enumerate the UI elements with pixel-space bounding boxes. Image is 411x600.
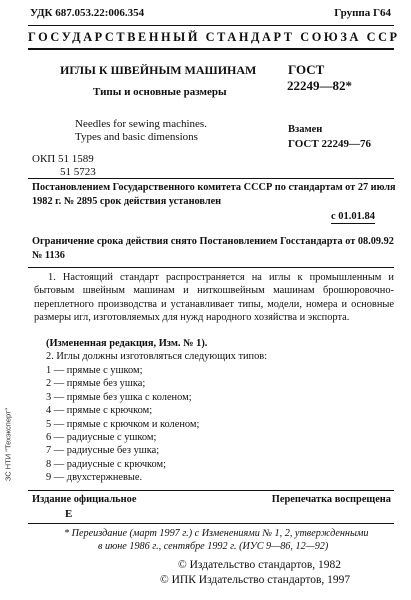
- footer-rule: [28, 490, 394, 491]
- paragraph-1: 1. Настоящий стандарт распространяется на иглы к промышленным и бытовым швейным машинам и ниткошвейным машинам брошюровочно-переплетного производства и устанавливает типы, модели, номера и основные размеры игл, изготовляемых для нужд народного хозяйства и экспорта.: [34, 272, 394, 324]
- title-main: ИГЛЫ К ШВЕЙНЫМ МАШИНАМ: [60, 63, 257, 77]
- list-item: 6 — радиусные с ушком;: [46, 432, 157, 444]
- edition-letter: Е: [65, 508, 73, 520]
- note-rule: [28, 523, 394, 524]
- needle-types-list: [46, 364, 199, 485]
- list-item: 5 — прямые с крючком и коленом;: [46, 418, 200, 430]
- top-rule: [28, 25, 394, 26]
- okp-code-2: 51 5723: [60, 166, 96, 178]
- title-english-1: Needles for sewing machines.: [75, 118, 207, 130]
- gost-label: ГОСТ: [288, 62, 325, 77]
- gost-number: 22249—82*: [287, 78, 352, 93]
- limit-text-2: № 1136: [32, 250, 65, 261]
- list-item: 7 — радиусные без ушка;: [46, 445, 160, 457]
- revision-note: (Измененная редакция, Изм. № 1).: [46, 338, 208, 349]
- side-stamp: ЗС НТИ "Техэксперт": [3, 407, 13, 482]
- reissue-note-1: * Переиздание (март 1997 г.) с Изменениями № 1, 2, утвержденными: [64, 528, 369, 539]
- official-edition: Издание официальное: [32, 494, 137, 505]
- body-rule: [28, 267, 394, 268]
- list-item: 9 — двухстержневые.: [46, 472, 143, 484]
- group-code: Группа Г64: [334, 7, 391, 19]
- okp-code-1: ОКП 51 1589: [32, 153, 94, 165]
- list-item: 4 — прямые с крючком;: [46, 405, 153, 417]
- paragraph-2: 2. Иглы должны изготовляться следующих типов:: [46, 351, 268, 362]
- reissue-note-2: в июне 1986 г., сентябре 1992 г. (ИУС 9—86, 12—92): [98, 541, 329, 552]
- list-item: 3 — прямые без ушка с коленом;: [46, 391, 192, 403]
- list-item: 2 — прямые без ушка;: [46, 378, 146, 390]
- title-english-2: Types and basic dimensions: [75, 131, 198, 143]
- decree-text-2: 1982 г. № 2895 срок действия установлен: [32, 196, 222, 207]
- list-item: 8 — радиусные с крючком;: [46, 458, 167, 470]
- effective-date: с 01.01.84: [331, 211, 376, 222]
- udk-code: УДК 687.053.22:006.354: [30, 7, 145, 19]
- standard-banner: ГОСУДАРСТВЕННЫЙ СТАНДАРТ СОЮЗА ССР: [28, 30, 400, 44]
- copyright-1: © Издательство стандартов, 1982: [178, 559, 342, 571]
- banner-rule: [28, 48, 394, 50]
- decree-text-1: Постановлением Государственного комитета СССР по стандартам от 27 июля: [32, 182, 396, 193]
- title-subtitle: Типы и основные размеры: [93, 86, 227, 98]
- list-item: 1 — прямые с ушком;: [46, 365, 143, 376]
- replaces-label: Взамен: [288, 124, 323, 135]
- replaces-number: ГОСТ 22249—76: [288, 138, 371, 150]
- copyright-2: © ИПК Издательство стандартов, 1997: [160, 574, 351, 586]
- title-rule: [28, 178, 394, 179]
- reprint-notice: Перепечатка воспрещена: [271, 494, 391, 505]
- limit-text-1: Ограничение срока действия снято Постановлением Госстандарта от 08.09.92: [32, 236, 394, 247]
